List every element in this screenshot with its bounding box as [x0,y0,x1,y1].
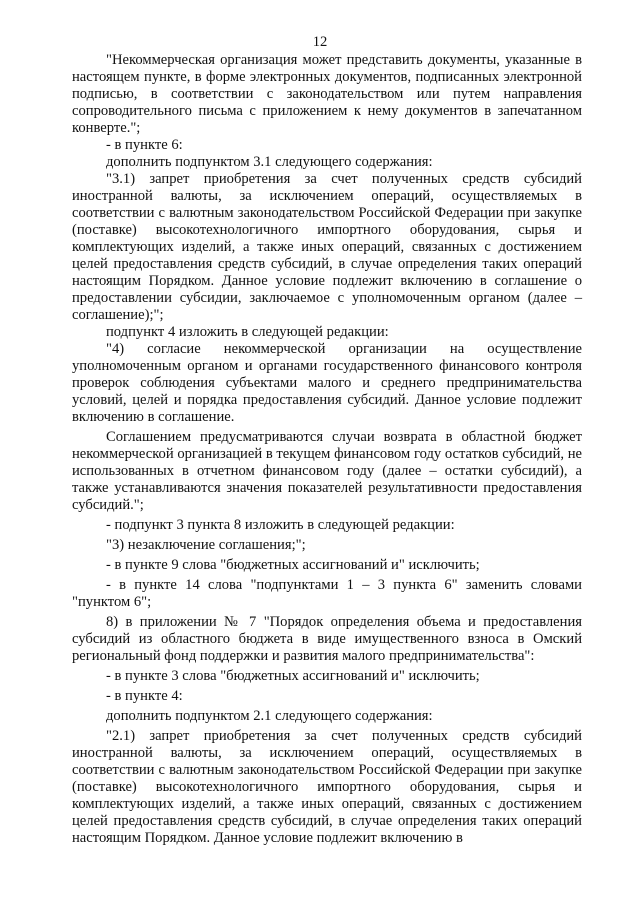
paragraph-subitem-4-intro: подпункт 4 изложить в следующей редакции: [106,324,389,340]
paragraph-item-14-replace: - в пункте 14 слова "подпунктами 1 – 3 пункта 6" заменить словами "пунктом 6"; [72,577,582,610]
paragraph-item-8-subitem-3: - подпункт 3 пункта 8 изложить в следующей редакции: [106,517,455,533]
paragraph-non-conclusion: "3) незаключение соглашения;"; [106,537,306,553]
paragraph-item-3-exclude: - в пункте 3 слова "бюджетных ассигнований и" исключить; [106,668,480,684]
paragraph-agreement-returns: Соглашением предусматриваются случаи возврата в областной бюджет некоммерческой организацией в текущем финансовом году остатков субсидий, не использованных в отчетном финансовом году (далее – остатки субсидий), а также устанавливаются значения показателей результативности предоставления субсидий."; [72,429,582,513]
paragraph-subitem-2-1-text: "2.1) запрет приобретения за счет полученных средств субсидий иностранной валюты, за исключением операций, осуществляемых в соответствии с валютным законодательством Российской Федерации при закупке (поставке) высокотехнологичного импортного оборудования, сырья и комплектующих изделий, а также иных операций, связанных с достижением целей предоставления средств субсидий, в случае определения таких операций настоящим Порядком. Данное условие подлежит включению в [72,728,582,846]
paragraph-add-subitem-3-1: дополнить подпунктом 3.1 следующего содержания: [106,154,433,170]
document-body [72,52,582,847]
paragraph-add-subitem-2-1: дополнить подпунктом 2.1 следующего содержания: [106,708,433,724]
page-number: 12 [312,34,328,50]
paragraph-nko-documents: "Некоммерческая организация может представить документы, указанные в настоящем пункте, в форме электронных документов, подписанных электронной подписью, в соответствии с законодательством или путем направления сопроводительного письма с приложением к нему документов в запечатанном конверте."; [72,52,582,136]
paragraph-item-6-intro: - в пункте 6: [106,137,183,153]
paragraph-subitem-4-text: "4) согласие некоммерческой организации на осуществление уполномоченным органом и органами государственного финансового контроля проверок соблюдения субъектами малого и среднего предпринимательства условий, целей и порядка предоставления субсидий. Данное условие подлежит включению в соглашение. [72,341,582,425]
paragraph-subitem-3-1-text: "3.1) запрет приобретения за счет полученных средств субсидий иностранной валюты, за исключением операций, осуществляемых в соответствии с валютным законодательством Российской Федерации при закупке (поставке) высокотехнологичного импортного оборудования, сырья и комплектующих изделий, а также иных операций, связанных с достижением целей предоставления средств субсидий, в случае определения таких операций настоящим Порядком. Данное условие подлежит включению в соглашение о предоставлении субсидии, заключаемое с уполномоченным органом (далее – соглашение);"; [72,171,582,323]
paragraph-item-9-exclude: - в пункте 9 слова "бюджетных ассигнований и" исключить; [106,557,480,573]
paragraph-item-4-intro: - в пункте 4: [106,688,183,704]
paragraph-appendix-7: 8) в приложении № 7 "Порядок определения объема и предоставления субсидий из областного бюджета в виде имущественного взноса в Омский региональный фонд поддержки и развития малого предпринимательства": [72,614,582,664]
